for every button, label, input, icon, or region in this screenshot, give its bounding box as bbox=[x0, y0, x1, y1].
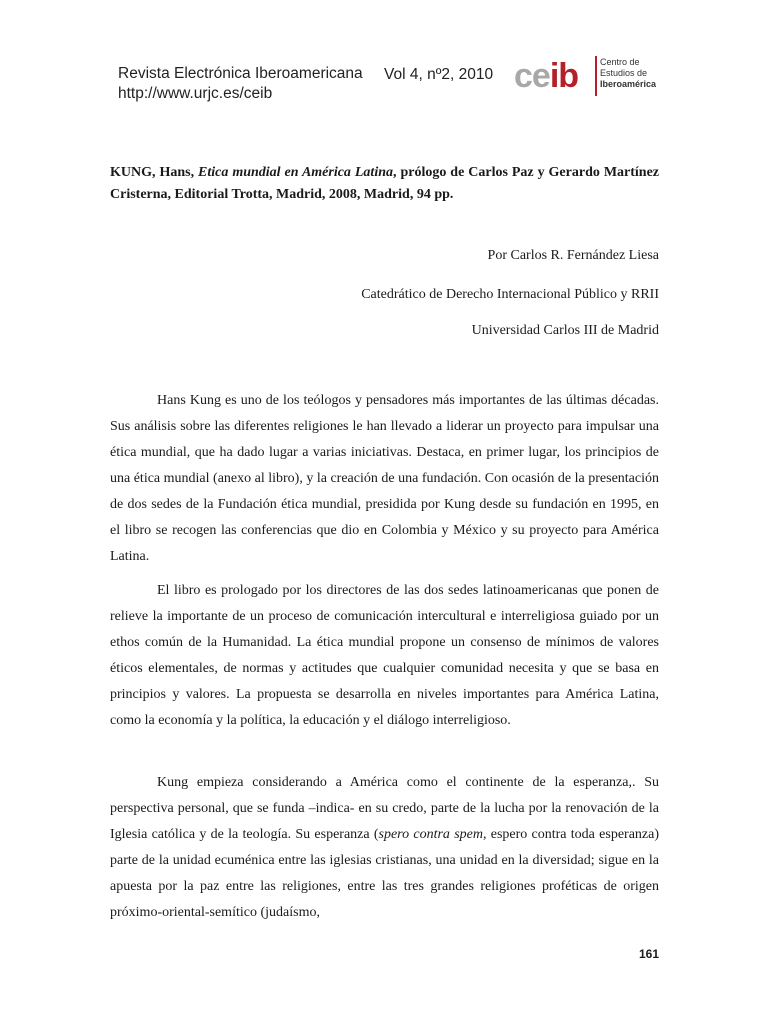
page-number: 161 bbox=[638, 947, 659, 961]
logo-caption: Centro de Estudios de Iberoamérica bbox=[600, 57, 657, 89]
paragraph-2: El libro es prologado por los directores de las dos sedes latinoamericanas que ponen de relieve la importante de un proceso de comunicación intercultural e interreligiosa guiado por un ethos común de la Humanidad. La ética mundial propone un consenso de mínimos de valores éticos elementales, de normas y actitudes que cualquier comunidad necesita y que se basa en principios y valores. La propuesta se desarrolla en niveles importantes para América Latina, como la economía y la política, la educación y el diálogo interreligioso. bbox=[110, 583, 659, 728]
book-author: KUNG, Hans, bbox=[110, 165, 199, 180]
paragraph-3: Kung empieza considerando a América como el continente de la esperanza,. Su perspectiva personal, que se funda –indica- en su credo, parte de la lucha por la renovación de la Iglesia católica y de la teología. Su esperanza (spero contra spem, espero contra toda esperanza) parte de la unidad ecuménica entre las iglesias cristianas, una unidad en la diversidad; sigue en la apuesta por la paz entre las religiones, entre las tres grandes religiones proféticas de origen próximo-oriental-semítico (judaísmo, bbox=[110, 775, 659, 920]
book-reference bbox=[110, 162, 659, 206]
paragraph-1: Hans Kung es uno de los teólogos y pensadores más importantes de las últimas décadas. Sus análisis sobre las diferentes religiones le han llevado a liderar un proyecto para impulsar una ética mundial, que ha dado lugar a varias iniciativas. Destaca, en primer lugar, los principios de una ética mundial (anexo al libro), y la creación de una fundación. Con ocasión de la presentación de dos sedes de la Fundación ética mundial, presidida por Kung desde su fundación en 1995, en el libro se recogen las conferencias que dio en Colombia y México y su proyecto para América Latina. bbox=[110, 393, 659, 564]
reviewer-institution: Universidad Carlos III de Madrid bbox=[471, 323, 659, 338]
logo-wordmark: ceib bbox=[514, 57, 579, 95]
journal-header bbox=[118, 64, 363, 104]
ceib-logo bbox=[512, 50, 657, 102]
volume-label: Vol 4, nº2, 2010 bbox=[384, 66, 494, 83]
logo-divider bbox=[595, 56, 597, 96]
reviewer-position: Catedrático de Derecho Internacional Público y RRII bbox=[361, 287, 659, 302]
journal-name: Revista Electrónica Iberoamericana bbox=[118, 65, 363, 82]
journal-url: http://www.urjc.es/ceib bbox=[118, 85, 273, 102]
reviewer-name: Por Carlos R. Fernández Liesa bbox=[487, 248, 659, 263]
book-details: , prólogo de Carlos Paz y Gerardo Martínez Cristerna, Editorial Trotta, Madrid, 2008, Madrid, 94 pp. bbox=[110, 165, 660, 202]
latin-phrase: spero contra spem bbox=[378, 827, 483, 842]
book-title: Etica mundial en América Latina bbox=[198, 165, 394, 180]
